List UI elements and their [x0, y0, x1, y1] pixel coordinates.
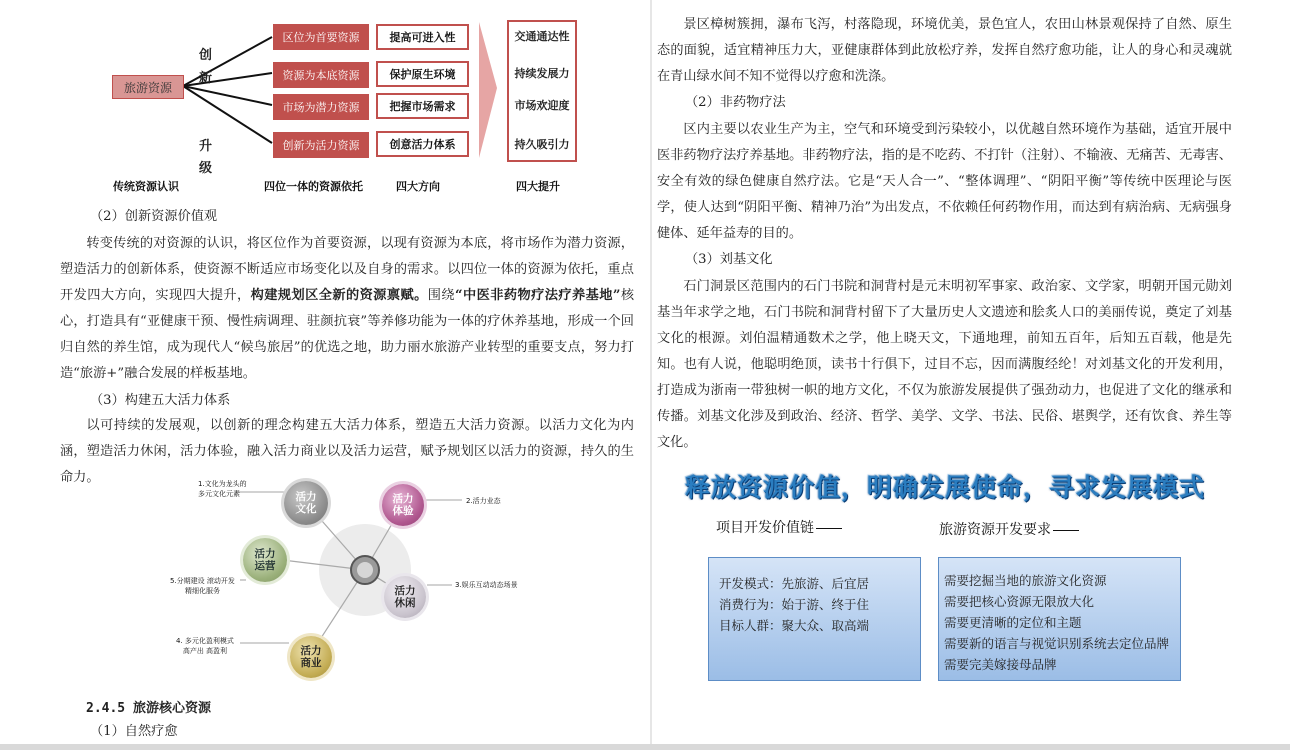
p2-text-1: 转变传统的对资源的认识，将区位作为首要资源，以现有资源为本底，将市场作为潜力资源，塑造活力的创新体系，使资源不断适应市场变化以及自身的需求。以四位一体的资源为依托，重点开发四大方向，实现四大提升，	[60, 236, 634, 303]
result-traffic: 交通通达性	[514, 30, 570, 43]
value-chain-panel	[708, 557, 921, 681]
direction-box-market: 把握市场需求	[376, 93, 469, 119]
subheading-non-drug: （2）非药物疗法	[685, 95, 786, 110]
note-profit	[176, 636, 234, 656]
caption-four-directions: 四大方向	[396, 180, 440, 193]
note-profit-line2: 高产出 高盈利	[182, 647, 228, 655]
heading-core-resources: 2.4.5 旅游核心资源	[86, 701, 211, 716]
circle-operation-line2: 运营	[254, 560, 276, 572]
direction-box-environment: 保护原生环境	[376, 61, 469, 87]
development-banner: 释放资源价值，明确发展使命，寻求发展模式	[684, 473, 1205, 502]
circle-vitality-experience	[382, 484, 424, 526]
value-chain-title-text: 项目开发价值链	[716, 520, 814, 536]
p2-bold-1: 构建规划区全新的资源禀赋。	[250, 288, 428, 303]
direction-box-access: 提高可进入性	[376, 24, 469, 50]
bottom-page-edge	[0, 744, 1290, 750]
pillar-box-innovation: 创新为活力资源	[273, 132, 369, 158]
circle-experience-line1: 活力	[392, 493, 414, 505]
value-chain-item: 开发模式：先旅游、后宜居	[719, 576, 870, 591]
subheading-liuji: （3）刘基文化	[685, 252, 773, 267]
resource-requirement-title-text: 旅游资源开发要求	[939, 522, 1051, 538]
resource-requirement-title	[939, 519, 1079, 539]
subheading-five-vitality: （3）构建五大活力体系	[90, 393, 231, 408]
side-char-chuang: 创	[199, 48, 213, 63]
vitality-connector-lines	[0, 0, 650, 700]
note-culture-line1: 1.文化为龙头的	[198, 480, 247, 488]
subheading-innovation-value: （2）创新资源价值观	[90, 209, 218, 224]
requirement-item: 需要完美嫁接母品牌	[944, 657, 1057, 672]
circle-vitality-leisure	[384, 576, 426, 618]
circle-experience-line2: 体验	[392, 505, 414, 517]
pillar-box-resource: 资源为本底资源	[273, 62, 369, 88]
circle-vitality-operation	[243, 538, 287, 582]
pillar-box-location: 区位为首要资源	[273, 24, 369, 50]
p2-bold-2: “中医非药物疗法疗养基地”	[454, 288, 621, 303]
tourism-resource-box: 旅游资源	[112, 75, 184, 99]
paragraph-non-drug: 区内主要以农业生产为主，空气和环境受到污染较小，以优越自然环境作为基础，适宜开展中医非药物疗法疗养基地。非药物疗法，指的是不吃药、不打针（注射）、不输液、无痛苦、无毒害、安全有效的绿色健康自然疗法。它是“天人合一”、“整体调理”、“阴阳平衡”等传统中医理论与医学，使人达到“阴阳平衡、精神乃治”为出发点，不依赖任何药物作用，而达到有病治病、无病强身健体、延年益寿的目的。	[657, 122, 1232, 241]
note-business: 2.活力业态	[466, 497, 501, 505]
result-sustain: 持续发展力	[514, 67, 570, 80]
circle-culture-line2: 文化	[295, 503, 317, 515]
circle-culture-line1: 活力	[295, 491, 317, 503]
circle-vitality-culture	[284, 481, 328, 525]
caption-four-upgrades: 四大提升	[516, 180, 560, 193]
pillar-box-market: 市场为潜力资源	[273, 94, 369, 120]
value-chain-item: 消费行为：始于游、终于住	[719, 597, 870, 612]
side-char-sheng: 升	[199, 139, 213, 154]
circle-commerce-line1: 活力	[300, 645, 322, 657]
requirement-item: 需要新的语言与视觉识别系统去定位品牌	[944, 636, 1170, 651]
circle-vitality-commerce	[290, 636, 332, 678]
value-chain-dash	[816, 528, 842, 529]
caption-four-in-one: 四位一体的资源依托	[264, 180, 363, 193]
result-attraction: 持久吸引力	[514, 138, 570, 151]
subheading-natural-healing: （1）自然疗愈	[90, 724, 178, 739]
circle-leisure-line1: 活力	[394, 585, 416, 597]
note-interactive: 3.娱乐互动动态场景	[455, 581, 518, 589]
paragraph-liuji: 石门洞景区范围内的石门书院和洞背村是元末明初军事家、政治家、文学家，明朝开国元勋刘基当年求学之地，石门书院和洞背村留下了大量历史人文遗迹和脍炙人口的美丽传说，奠定了刘基文化的根源。刘伯温精通数术之学，他上晓天文，下通地理，前知五百年，后知五百载，他是先知。也有人说，他聪明绝顶，读书十行俱下，过目不忘，因而满腹经纶！对刘基文化的开发利用，打造成为浙南一带独树一帜的地方文化，不仅为旅游发展提供了强劲动力，也促进了文化的继承和传播。刘基文化涉及到政治、经济、哲学、美学、文学、书法、民俗、堪舆学，还有饮食、养生等文化。	[657, 279, 1232, 450]
resource-requirement-dash	[1053, 530, 1079, 531]
left-page	[0, 0, 650, 744]
note-profit-line1: 4. 多元化盈利模式	[176, 637, 234, 645]
note-phased-line2: 精细化服务	[184, 587, 220, 595]
note-phased	[170, 576, 235, 596]
value-chain-item: 目标人群：聚大众、取高端	[719, 618, 870, 633]
circle-commerce-line2: 商业	[300, 657, 322, 669]
circle-operation-line1: 活力	[254, 548, 276, 560]
caption-traditional: 传统资源认识	[113, 180, 179, 193]
paragraph-scenic: 景区樟树簇拥，瀑布飞泻，村落隐现，环境优美，景色宜人，农田山林景观保持了自然、原生态的面貌，适宜精神压力大，亚健康群体到此放松疗养，发挥自然疗愈功能，让人的身心和灵魂就在青山绿水间不知不觉得以疗愈和洗涤。	[657, 17, 1232, 84]
direction-box-creative: 创意活力体系	[376, 131, 469, 157]
note-culture-line2: 多元文化元素	[198, 490, 240, 498]
side-char-xin: 新	[199, 71, 213, 86]
result-market: 市场欢迎度	[514, 99, 570, 112]
paragraph-five-vitality: 以可持续的发展观，以创新的理念构建五大活力体系，塑造五大活力资源。以活力文化为内涵，塑造活力休闲，活力体验，融入活力商业以及活力运营，赋予规划区以活力的资源，持久的生命力。	[60, 418, 634, 485]
requirement-item: 需要挖掘当地的旅游文化资源	[944, 573, 1107, 588]
note-phased-line1: 5.分期建设 滚动开发	[170, 577, 235, 585]
value-chain-title	[716, 517, 842, 537]
requirement-item: 需要把核心资源无限放大化	[944, 594, 1095, 609]
side-char-ji: 级	[199, 161, 213, 176]
resource-requirement-panel	[938, 557, 1181, 681]
p2-text-2: 围绕	[427, 288, 455, 303]
circle-leisure-line2: 休闲	[394, 597, 416, 609]
requirement-item: 需要更清晰的定位和主题	[944, 615, 1082, 630]
p2-text-3: 核心，打造具有“亚健康干预、慢性病调理、驻颜抗衰”等养修功能为一体的疗休养基地，形成一个回归自然的养生馆，成为现代人“候鸟旅居”的优选之地，助力丽水旅游产业转型的重要支点，努力打造“旅游+”融合发展的样板基地。	[60, 288, 635, 381]
note-culture	[198, 479, 247, 499]
